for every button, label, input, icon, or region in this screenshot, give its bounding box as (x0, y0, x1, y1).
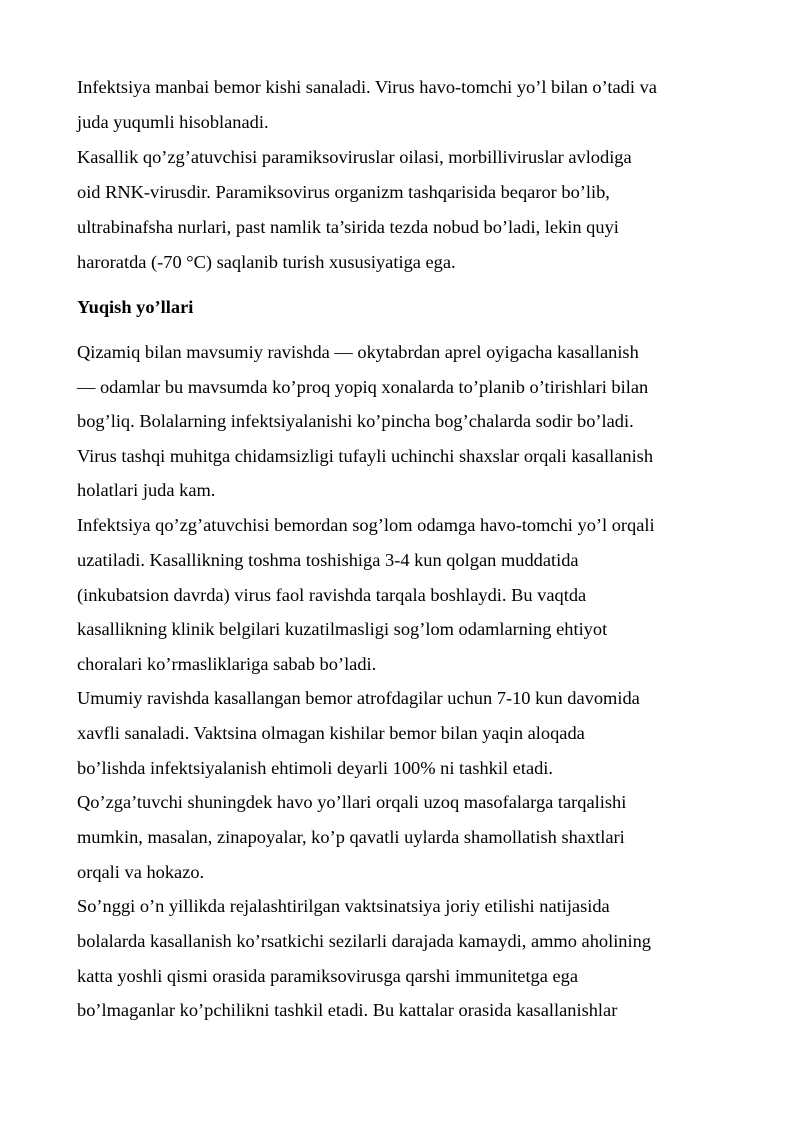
text-line: Infektsiya qo’zg’atuvchisi bemordan sog’lom odamga havo-tomchi yo’l orqali (77, 515, 655, 535)
text-line: Qizamiq bilan mavsumiy ravishda — okytabrdan aprel oyigacha kasallanish (77, 342, 639, 362)
text-line: holatlari juda kam. (77, 480, 216, 500)
text-line: ultrabinafsha nurlari, past namlik ta’sirida tezda nobud bo’ladi, lekin quyi (77, 217, 619, 237)
text-line: bolalarda kasallanish ko’rsatkichi sezilarli darajada kamaydi, ammo aholining (77, 931, 651, 951)
text-line: So’nggi o’n yillikda rejalashtirilgan vaktsinatsiya joriy etilishi natijasida (77, 896, 610, 916)
text-line: katta yoshli qismi orasida paramiksovirusga qarshi immunitetga ega (77, 966, 579, 986)
text-line: kasallikning klinik belgilari kuzatilmasligi sog’lom odamlarning ehtiyot (77, 619, 608, 639)
text-line: choralari ko’rmasliklariga sabab bo’ladi. (77, 654, 377, 674)
text-line: juda yuqumli hisoblanadi. (77, 112, 269, 132)
text-line: Umumiy ravishda kasallangan bemor atrofdagilar uchun 7-10 kun davomida (77, 688, 640, 708)
text-line: orqali va hokazo. (77, 862, 205, 882)
text-line: bo’lishda infektsiyalanish ehtimoli deyarli 100% ni tashkil etadi. (77, 758, 554, 778)
text-line: haroratda (-70 °C) saqlanib turish xususiyatiga ega. (77, 252, 456, 272)
text-line: Qo’zga’tuvchi shuningdek havo yo’llari orqali uzoq masofalarga tarqalishi (77, 792, 627, 812)
text-line: bo’lmaganlar ko’pchilikni tashkil etadi. Bu kattalar orasida kasallanishlar (77, 1000, 618, 1020)
text-line: (inkubatsion davrda) virus faol ravishda tarqala boshlaydi. Bu vaqtda (77, 585, 587, 605)
text-line: Kasallik qo’zg’atuvchisi paramiksoviruslar oilasi, morbilliviruslar avlodiga (77, 147, 632, 167)
text-line: — odamlar bu mavsumda ko’proq yopiq xonalarda to’planib o’tirishlari bilan (77, 377, 649, 397)
section-heading: Yuqish yo’llari (77, 297, 194, 317)
text-line: Virus tashqi muhitga chidamsizligi tufayli uchinchi shaxslar orqali kasallanish (77, 446, 654, 466)
text-line: Infektsiya manbai bemor kishi sanaladi. Virus havo-tomchi yo’l bilan o’tadi va (77, 77, 657, 97)
text-line: oid RNK-virusdir. Paramiksovirus organizm tashqarisida beqaror bo’lib, (77, 182, 610, 202)
text-line: uzatiladi. Kasallikning toshma toshishiga 3-4 kun qolgan muddatida (77, 550, 579, 570)
text-line: xavfli sanaladi. Vaktsina olmagan kishilar bemor bilan yaqin aloqada (77, 723, 585, 743)
text-line: mumkin, masalan, zinapoyalar, ko’p qavatli uylarda shamollatish shaxtlari (77, 827, 625, 847)
text-line: bog’liq. Bolalarning infektsiyalanishi ko’pincha bog’chalarda sodir bo’ladi. (77, 411, 634, 431)
